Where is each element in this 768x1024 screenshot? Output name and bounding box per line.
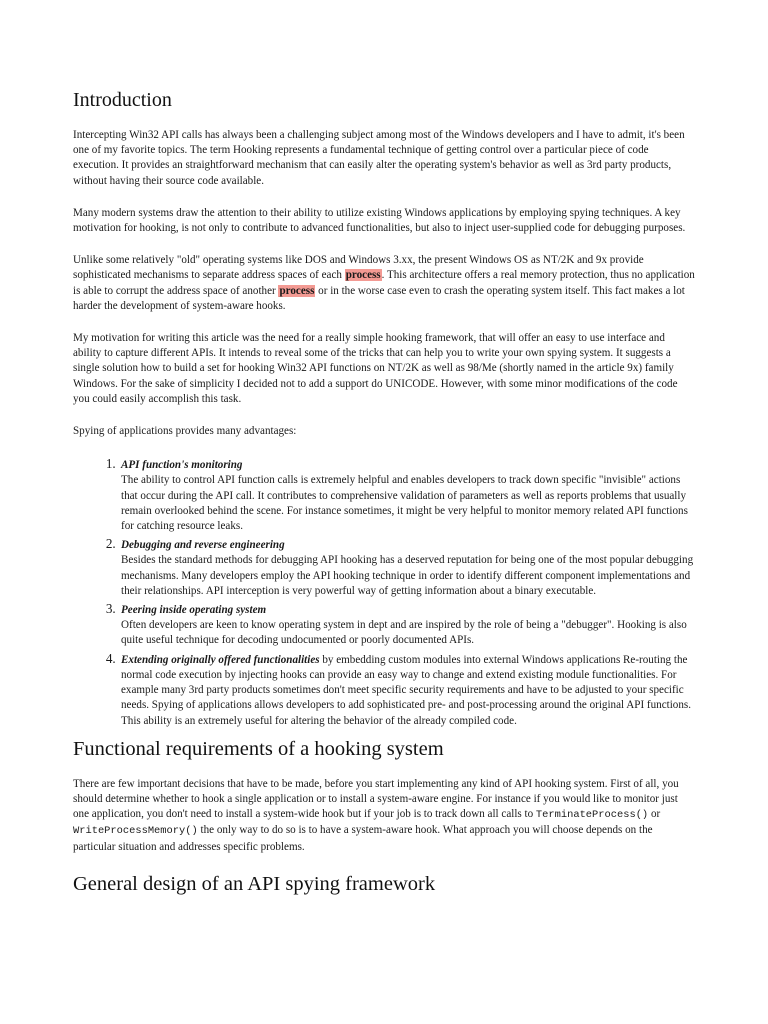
text-run: There are few important decisions that have to be made, before you start implementing any kind of API hooking system. First of all, you should determine whether to hook a single application or to install a system-aware engine. For instance if you would like to monitor just one application, you don't need to install a system-wide hook but if your job is to track down all calls to [73,777,679,821]
list-item-title: Extending originally offered functionalities [121,653,320,666]
search-highlight: process [279,284,315,297]
intro-paragraph-4: My motivation for writing this article was the need for a really simple hooking framework, that will offer an easy to use interface and ability to capture different APIs. It intends to reveal some of the tricks that can help you to write your own spying system. It suggests a single solution how to build a set for hooking Win32 API functions on NT/2K as well as 98/Me (shortly named in the article 9x) family Windows. For the sake of simplicity I decided not to add a support do UNICODE. However, with some minor modifications of the code you could easily accomplish this task. [73,332,678,405]
text-run: the only way to do so is to have a system-aware hook. What approach you will choose depends on the particular situation and addresses specific problems. [73,824,653,853]
list-item-title: 2. Debugging and reverse engineering [121,539,285,552]
list-item [119,536,695,599]
article-body [73,88,695,912]
list-item-text: Often developers are keen to know operating system in dept and are inspired by the role of being a "debugger". Hooking is also quite useful technique for decoding undocumented or poorly documented APIs. [121,619,687,647]
list-item-title: 1. API function's monitoring [121,459,243,472]
code-write-process-memory: WriteProcessMemory() [73,825,198,838]
text-run: or in the worse case even to crash the operating system itself. This fact makes a lot harder the development of system-aware hooks. [73,284,685,312]
section-heading-design: General design of an API spying framework [73,872,436,895]
section-heading-introduction: Introduction [73,89,172,111]
list-item [119,601,695,649]
intro-paragraph-2: Many modern systems draw the attention to their ability to utilize existing Windows applications by employing spying techniques. A key motivation for hooking, is not only to contribute to advanced functionalities, but also to inject user-supplied code for debugging purposes. [73,206,686,235]
list-item [119,456,695,534]
list-item [119,651,695,729]
list-item-text: by embedding custom modules into external Windows applications Re-routing the normal code execution by injecting hooks can provide an easy way to change and extend existing module functionalities. For example many 3rd party products sometimes don't meet specific security requirements and have to be adjusted to your specific needs. Spying of applications allows developers to add sophisticated pre- and post-processing around the original API functions. This ability is an extremely useful for altering the behavior of the already compiled code. [121,653,691,727]
section-heading-requirements: Functional requirements of a hooking system [73,737,444,760]
code-terminate-process: TerminateProcess() [535,809,649,822]
intro-paragraph-5: Spying of applications provides many advantages: [73,425,297,438]
requirements-paragraph [73,777,695,855]
intro-paragraph-1: Intercepting Win32 API calls has always been a challenging subject among most of the Windows developers and I have to admit, it's been one of my favorite topics. The term Hooking represents a fundamental technique of getting control over a particular piece of code execution. It provides an straightforward mechanism that can easily alter the operating system's behavior as well as 3rd party products, without having their source code available. [73,129,685,187]
text-run: Unlike some relatively "old" operating systems like DOS and Windows 3.xx, the present Windows OS as NT/2K and 9x provide sophisticated mechanisms to separate address spaces of each [73,254,644,282]
search-highlight: process [345,269,381,282]
text-run: or [648,808,661,821]
text-run: . This architecture offers a real memory protection, thus no application is able to corrupt the address space of another [73,269,695,297]
list-item-title: 3. Peering inside operating system [121,604,267,617]
intro-paragraph-3 [73,253,695,314]
list-item-text: Besides the standard methods for debugging API hooking has a deserved reputation for being one of the most popular debugging mechanisms. Many developers employ the API hooking technique in order to identify different component implementations and their relationships. API interception is very powerful way of getting information about a binary executable. [121,554,694,597]
list-item-text: The ability to control API function calls is extremely helpful and enables developers to track down specific "invisible" actions that occur during the API call. It contributes to comprehensive validation of parameters as well as reports problems that usually remain overlooked behind the scene. For instance sometimes, it might be very helpful to monitor memory related API functions for catching resource leaks. [121,474,688,533]
advantages-list [73,456,695,728]
